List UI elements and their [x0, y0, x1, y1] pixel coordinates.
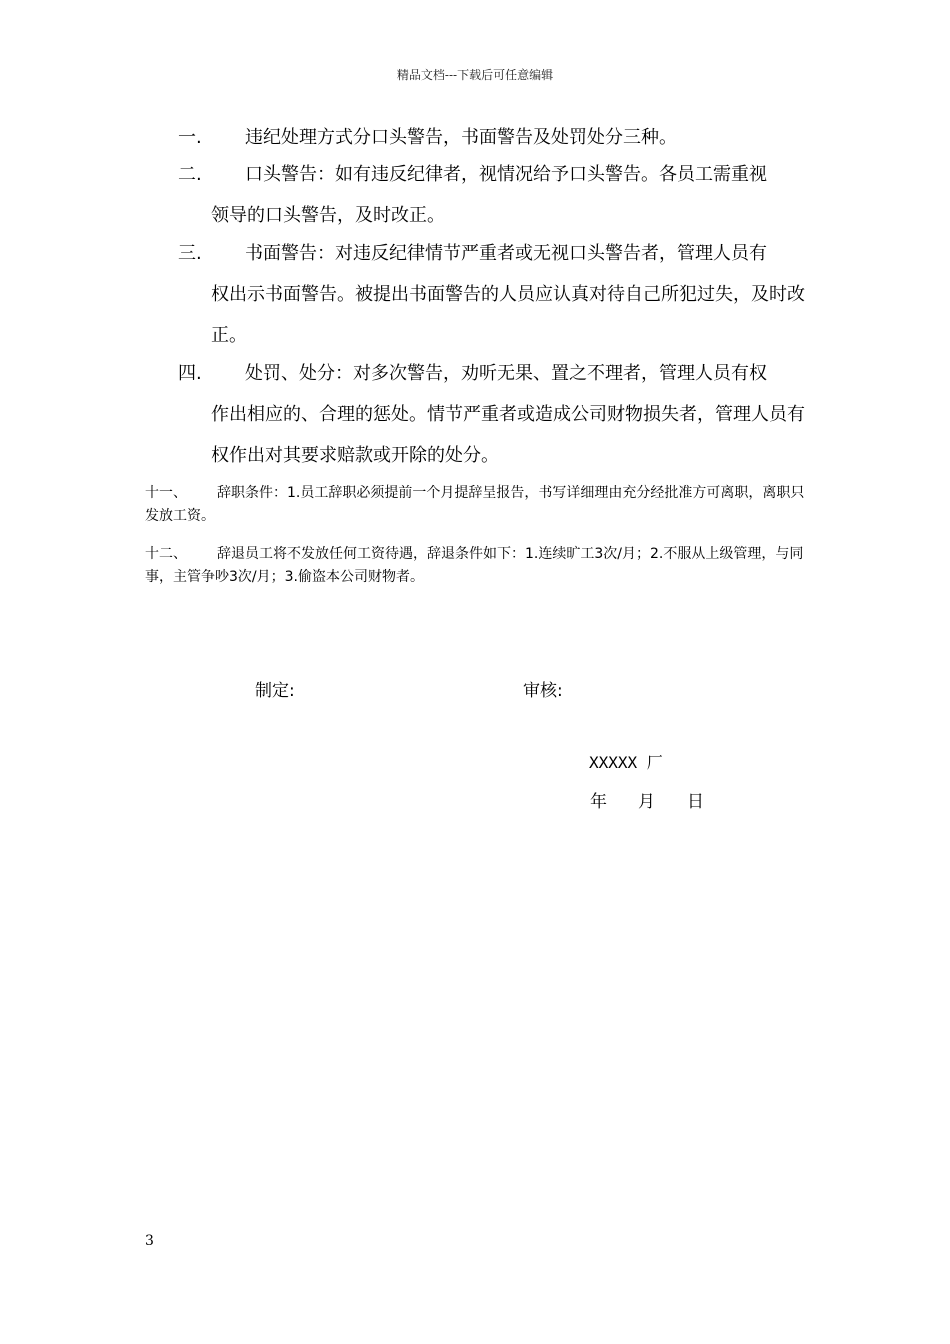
year-label: 年: [590, 792, 607, 812]
item-text-rest: 权出示书面警告。被提出书面警告的人员应认真对待自己所犯过失，及时改正。: [211, 284, 805, 346]
item-number: 二.: [178, 164, 202, 185]
item-text-first: 书面警告：对违反纪律情节严重者或无视口头警告者，管理人员有: [245, 243, 767, 264]
article-text: 辞职条件：1.员工辞职必须提前一个月提辞呈报告，书写详细理由充分经批准方可离职，离职只发放工资。: [145, 485, 805, 524]
item-text-rest: 作出相应的、合理的惩处。情节严重者或造成公司财物损失者，管理人员有权作出对其要求赔款或开除的处分。: [211, 404, 805, 466]
item-number: 四.: [178, 363, 202, 384]
reviewed-by-label: 审核:: [523, 681, 563, 701]
day-label: 日: [687, 792, 704, 812]
item-text-first: 处罚、处分：对多次警告，劝听无果、置之不理者，管理人员有权: [245, 363, 767, 384]
item-text-first: 违纪处理方式分口头警告，书面警告及处罚处分三种。: [245, 127, 677, 148]
list-item: [178, 154, 818, 236]
list-item: [178, 117, 818, 158]
factory-name: XXXXX 厂: [589, 753, 663, 772]
page-header: 精品文档---下载后可任意编辑: [396, 68, 554, 82]
list-item: [178, 353, 818, 476]
item-number: 三.: [178, 243, 202, 264]
list-item: [178, 233, 818, 356]
article-number: 十一、: [145, 485, 187, 501]
article-paragraph: [145, 482, 810, 528]
article-paragraph: [145, 543, 810, 589]
item-text-rest: 领导的口头警告，及时改正。: [211, 205, 445, 226]
page-number: 3: [145, 1233, 154, 1249]
article-text: 辞退员工将不发放任何工资待遇，辞退条件如下：1.连续旷工3次/月；2.不服从上级管理，与同事，主管争吵3次/月；3.偷盗本公司财物者。: [145, 546, 804, 585]
made-by-label: 制定:: [255, 681, 295, 701]
article-number: 十二、: [145, 546, 187, 562]
item-text-first: 口头警告：如有违反纪律者，视情况给予口头警告。各员工需重视: [245, 164, 767, 185]
item-number: 一.: [178, 127, 202, 148]
month-label: 月: [638, 792, 655, 812]
